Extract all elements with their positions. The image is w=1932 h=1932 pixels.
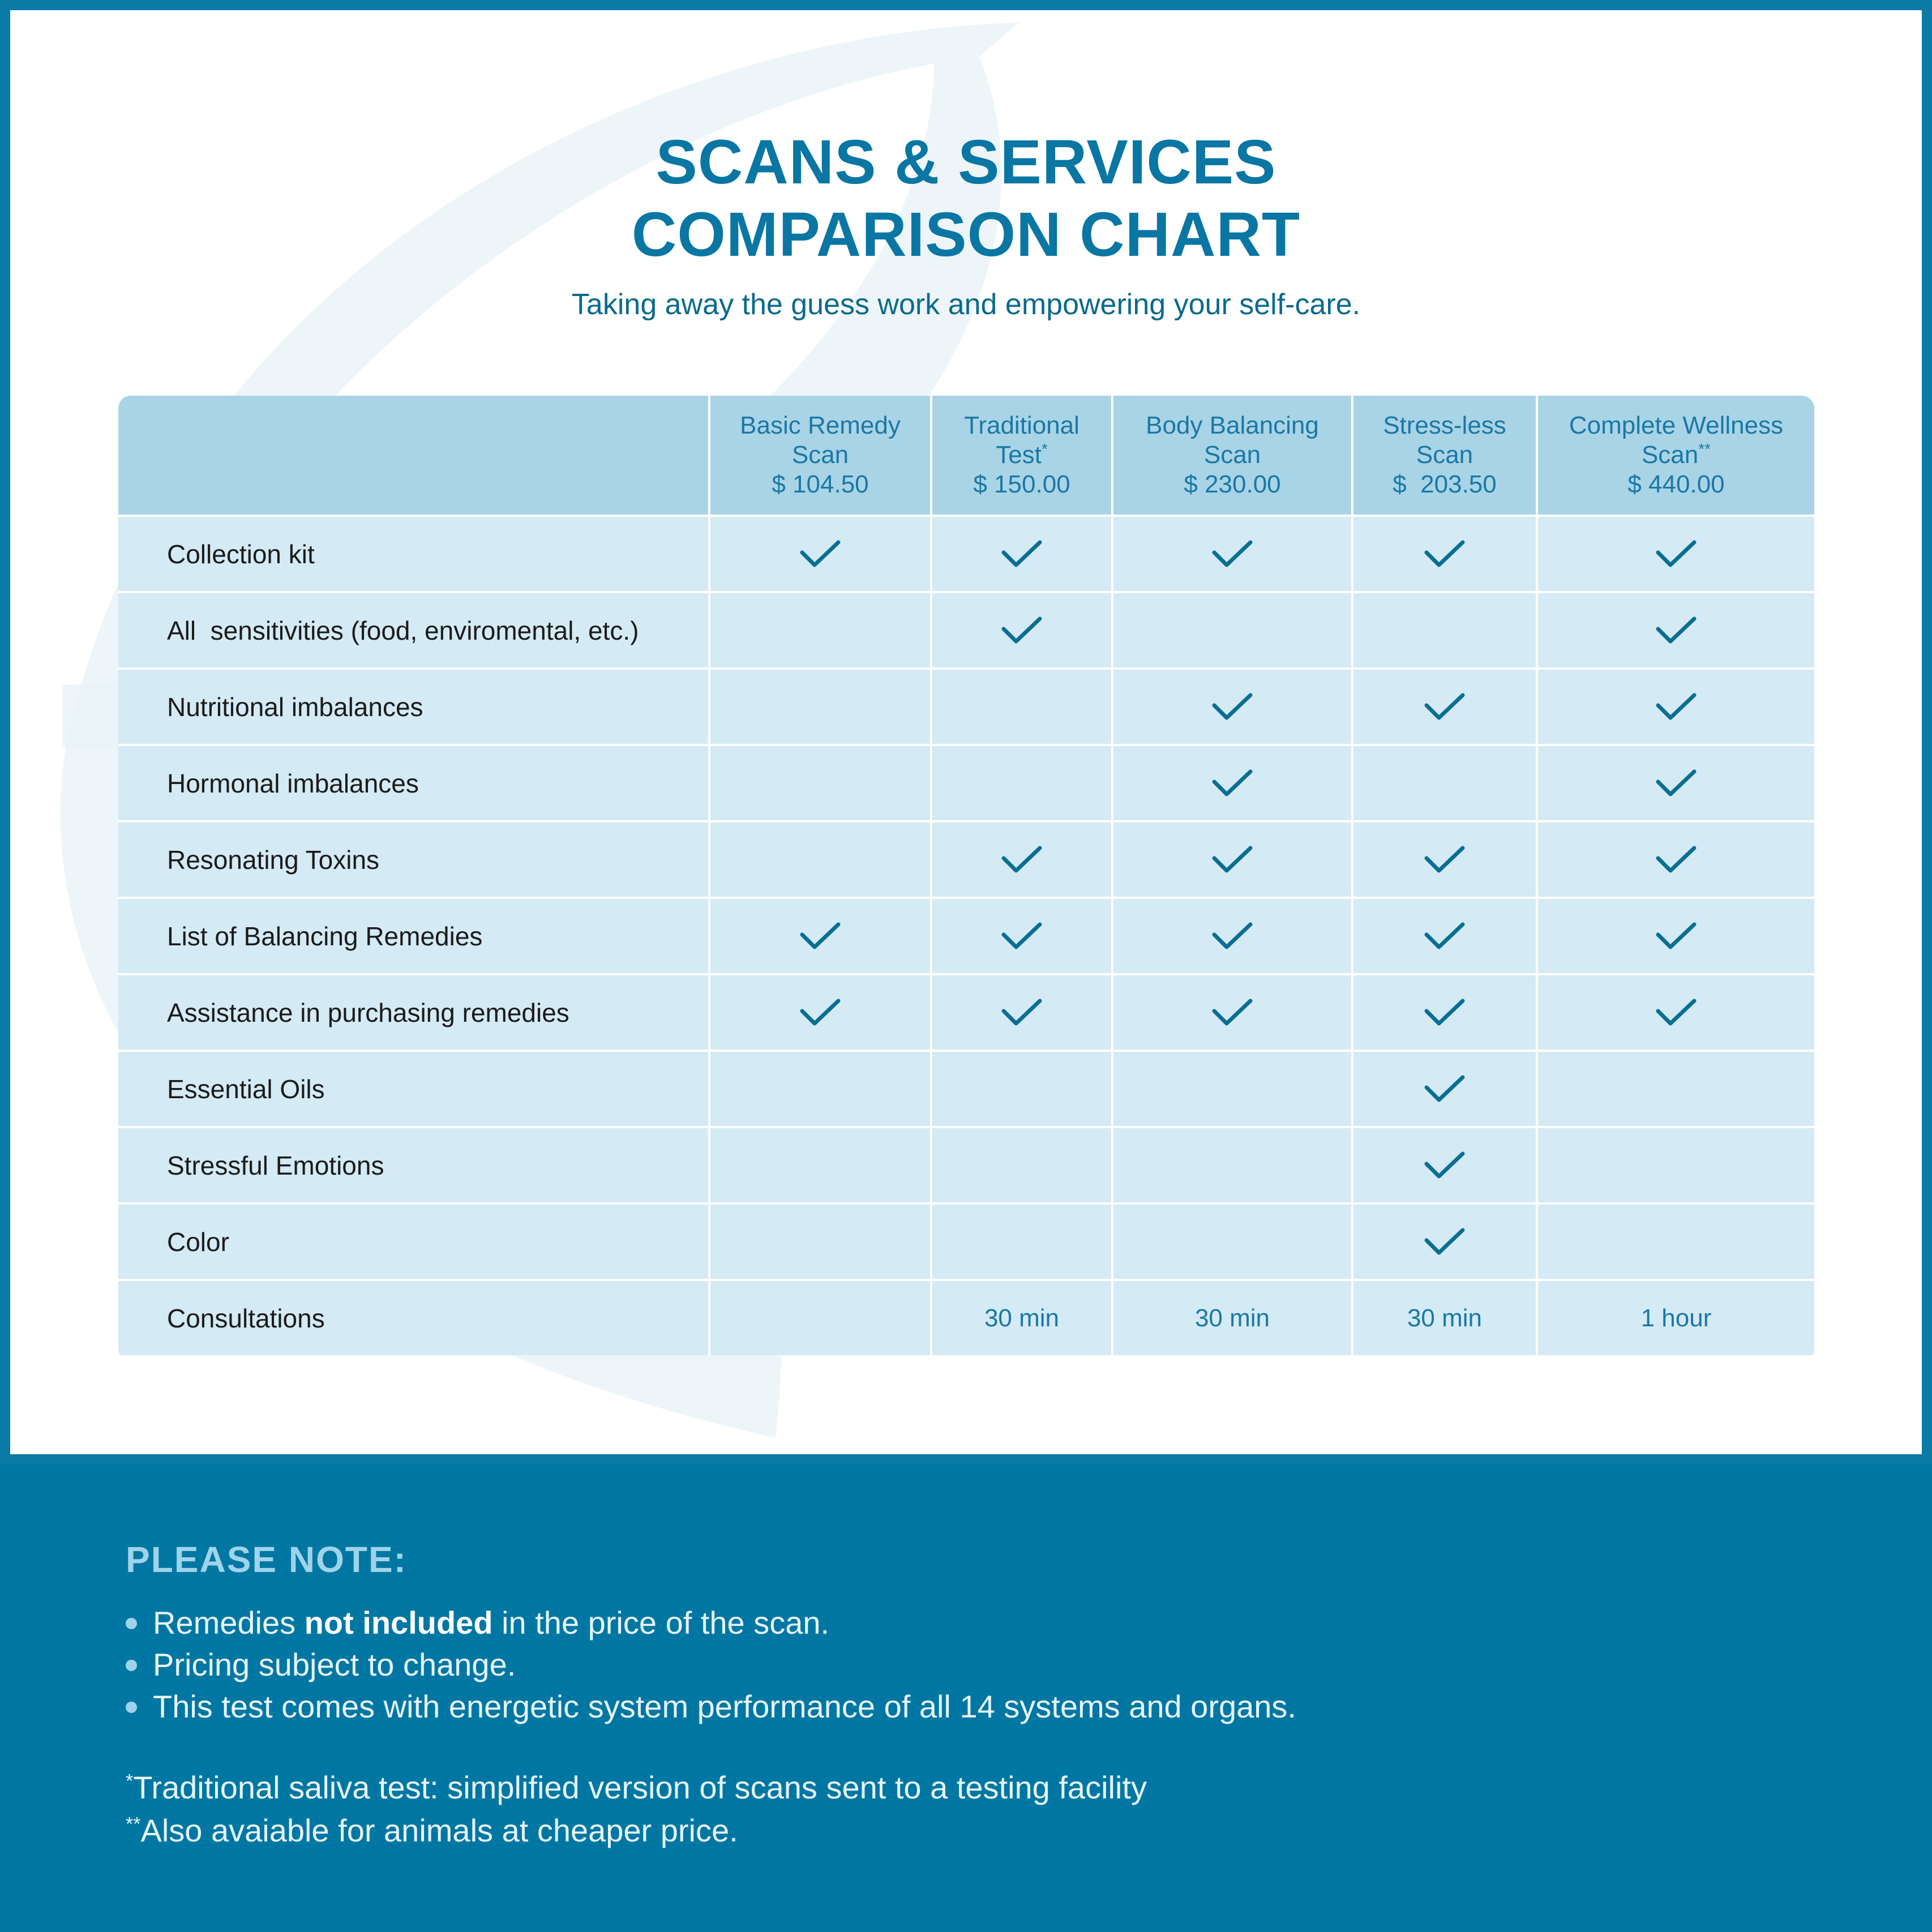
footnote-text: Also avaiable for animals at cheaper price. [140, 1813, 738, 1848]
table-cell [930, 517, 1111, 591]
page-subtitle: Taking away the guess work and empowering your self-care. [571, 288, 1361, 321]
row-label: Hormonal imbalances [167, 768, 419, 798]
table-row [118, 667, 1814, 744]
table-row [118, 744, 1814, 820]
header-complete-wellness-scan [1536, 396, 1814, 515]
column-name-line1: Basic Remedy [740, 412, 901, 439]
checkmark-icon [1423, 843, 1466, 876]
table-cell [1536, 517, 1814, 591]
column-name-line2: Scan [1416, 441, 1473, 469]
table-cell [708, 1128, 930, 1202]
table-cell [1111, 899, 1351, 973]
table-cell [1351, 899, 1536, 973]
checkmark-icon [1211, 996, 1254, 1029]
footnote-traditional [126, 1772, 1147, 1804]
consultation-duration: 30 min [1194, 1304, 1270, 1332]
table-cell [1536, 670, 1814, 744]
column-price: $ 104.50 [772, 470, 869, 498]
row-label: Collection kit [167, 539, 315, 569]
table-cell [1351, 746, 1536, 820]
table-row [118, 820, 1814, 897]
table-cell [930, 1052, 1111, 1126]
note-item [126, 1602, 1296, 1644]
row-label: All sensitivities (food, enviromental, etc.) [167, 615, 639, 645]
table-cell [930, 593, 1111, 667]
table-cell [1351, 1281, 1536, 1355]
checkmark-icon [1211, 843, 1254, 876]
table-cell [930, 1128, 1111, 1202]
checkmark-icon [1211, 920, 1254, 953]
row-label: Color [167, 1227, 229, 1257]
note-bold-text: not included [304, 1605, 493, 1640]
column-price: $ 150.00 [973, 470, 1070, 498]
checkmark-icon [1655, 843, 1698, 876]
table-cell [1111, 517, 1351, 591]
note-item [126, 1644, 1296, 1686]
checkmark-icon [1423, 920, 1466, 953]
table-cell [1536, 975, 1814, 1049]
table-cell [1111, 823, 1351, 897]
table-cell [1536, 1128, 1814, 1202]
page-title-line2: COMPARISON CHART [631, 200, 1301, 269]
table-cell [1351, 823, 1536, 897]
note-text: Pricing subject to change. [153, 1647, 516, 1682]
footnote-text: Traditional saliva test: simplified version of scans sent to a testing facility [133, 1770, 1147, 1805]
column-price: $ 440.00 [1627, 470, 1725, 498]
table-row [118, 973, 1814, 1049]
table-cell [930, 746, 1111, 820]
checkmark-icon [1423, 1149, 1466, 1182]
checkmark-icon [1000, 920, 1043, 953]
table-cell [708, 1281, 930, 1355]
note-item [126, 1686, 1296, 1728]
table-cell [930, 1281, 1111, 1355]
table-cell [1536, 593, 1814, 667]
table-cell [708, 1205, 930, 1279]
table-cell [1351, 1052, 1536, 1126]
table-row [118, 897, 1814, 973]
column-name-sup: ** [1698, 440, 1711, 458]
note-text: in the price of the scan. [492, 1605, 830, 1640]
header-traditional-test [930, 396, 1111, 515]
table-cell [708, 1052, 930, 1126]
row-label: Assistance in purchasing remedies [167, 997, 569, 1027]
table-cell [708, 975, 930, 1049]
checkmark-icon [1000, 843, 1043, 876]
table-cell [1351, 593, 1536, 667]
checkmark-icon [1211, 691, 1254, 723]
note-list [126, 1602, 1296, 1728]
column-name-line1: Traditional [964, 412, 1079, 439]
table-row [118, 1126, 1814, 1202]
table-row [118, 591, 1814, 667]
table-cell [1536, 823, 1814, 897]
checkmark-icon [1423, 1226, 1466, 1258]
table-cell [1111, 670, 1351, 744]
table-cell [1111, 975, 1351, 1049]
table-cell [1351, 975, 1536, 1049]
table-cell [1351, 1128, 1536, 1202]
table-cell [1351, 517, 1536, 591]
bullet-dot-icon [126, 1618, 137, 1629]
column-name-line2: Scan [1641, 441, 1699, 469]
checkmark-icon [1000, 614, 1043, 647]
note-text: Remedies [153, 1605, 305, 1640]
checkmark-icon [1655, 920, 1698, 953]
checkmark-icon [1211, 767, 1254, 800]
consultation-duration: 30 min [984, 1304, 1060, 1332]
column-name-line1: Body Balancing [1146, 412, 1319, 439]
checkmark-icon [1423, 996, 1466, 1029]
column-name-sup: * [1041, 440, 1048, 458]
table-cell [708, 823, 930, 897]
header-corner [118, 396, 708, 515]
table-cell [708, 593, 930, 667]
row-label: Essential Oils [167, 1074, 325, 1104]
table-cell [1111, 1205, 1351, 1279]
consultation-duration: 1 hour [1640, 1304, 1712, 1332]
table-cell [708, 899, 930, 973]
table-cell [1111, 1281, 1351, 1355]
table-cell [1111, 593, 1351, 667]
table-header [118, 396, 1814, 515]
table-cell [1536, 1052, 1814, 1126]
checkmark-icon [1655, 767, 1698, 800]
table-cell [1536, 899, 1814, 973]
checkmark-icon [1655, 538, 1698, 571]
checkmark-icon [1423, 538, 1466, 571]
row-label: List of Balancing Remedies [167, 921, 483, 951]
footnote-mark: * [126, 1770, 134, 1792]
column-price: $ 203.50 [1393, 470, 1497, 498]
note-text: This test comes with energetic system performance of all 14 systems and organs. [153, 1689, 1296, 1724]
comparison-table [118, 396, 1814, 1361]
column-name-line2: Scan [1203, 441, 1261, 469]
checkmark-icon [1655, 996, 1698, 1029]
column-name-line1: Complete Wellness [1569, 412, 1784, 439]
row-label: Resonating Toxins [167, 845, 380, 875]
checkmark-icon [799, 538, 842, 571]
bullet-dot-icon [126, 1702, 137, 1713]
footnote-animals [126, 1815, 738, 1847]
checkmark-icon [1655, 614, 1698, 647]
checkmark-icon [1655, 691, 1698, 723]
checkmark-icon [1000, 538, 1043, 571]
table-cell [1351, 1205, 1536, 1279]
bullet-dot-icon [126, 1660, 137, 1671]
table-cell [930, 670, 1111, 744]
table-row [118, 515, 1814, 591]
column-name-line1: Stress-less [1383, 412, 1506, 439]
checkmark-icon [1000, 996, 1043, 1029]
table-cell [1111, 1128, 1351, 1202]
checkmark-icon [799, 920, 842, 953]
column-name-line2: Test [996, 441, 1042, 469]
table-row [118, 1202, 1814, 1279]
table-cell [930, 823, 1111, 897]
table-cell [1351, 670, 1536, 744]
table-cell [930, 899, 1111, 973]
note-title: PLEASE NOTE: [126, 1539, 407, 1580]
table-cell [708, 517, 930, 591]
row-label: Consultations [167, 1303, 325, 1333]
table-cell [708, 670, 930, 744]
column-price: $ 230.00 [1184, 470, 1281, 498]
column-name-line2: Scan [791, 441, 849, 469]
checkmark-icon [799, 996, 842, 1029]
table-cell [708, 746, 930, 820]
table-cell [1536, 746, 1814, 820]
table-cell [930, 975, 1111, 1049]
footnote-mark: ** [126, 1813, 141, 1835]
row-label: Nutritional imbalances [167, 692, 423, 722]
table-cell [1111, 1052, 1351, 1126]
table-cell [930, 1205, 1111, 1279]
row-label: Stressful Emotions [167, 1150, 384, 1180]
checkmark-icon [1423, 691, 1466, 723]
header-basic-remedy-scan [708, 396, 930, 515]
checkmark-icon [1423, 1073, 1466, 1106]
table-row [118, 1049, 1814, 1126]
table-row [118, 1279, 1814, 1355]
table-cell [1111, 746, 1351, 820]
page-title-line1: SCANS & SERVICES [656, 127, 1276, 197]
header-body-balancing-scan [1111, 396, 1351, 515]
header-stress-less-scan [1351, 396, 1536, 515]
consultation-duration: 30 min [1407, 1304, 1483, 1332]
table-cell [1536, 1281, 1814, 1355]
checkmark-icon [1211, 538, 1254, 571]
table-cell [1536, 1205, 1814, 1279]
